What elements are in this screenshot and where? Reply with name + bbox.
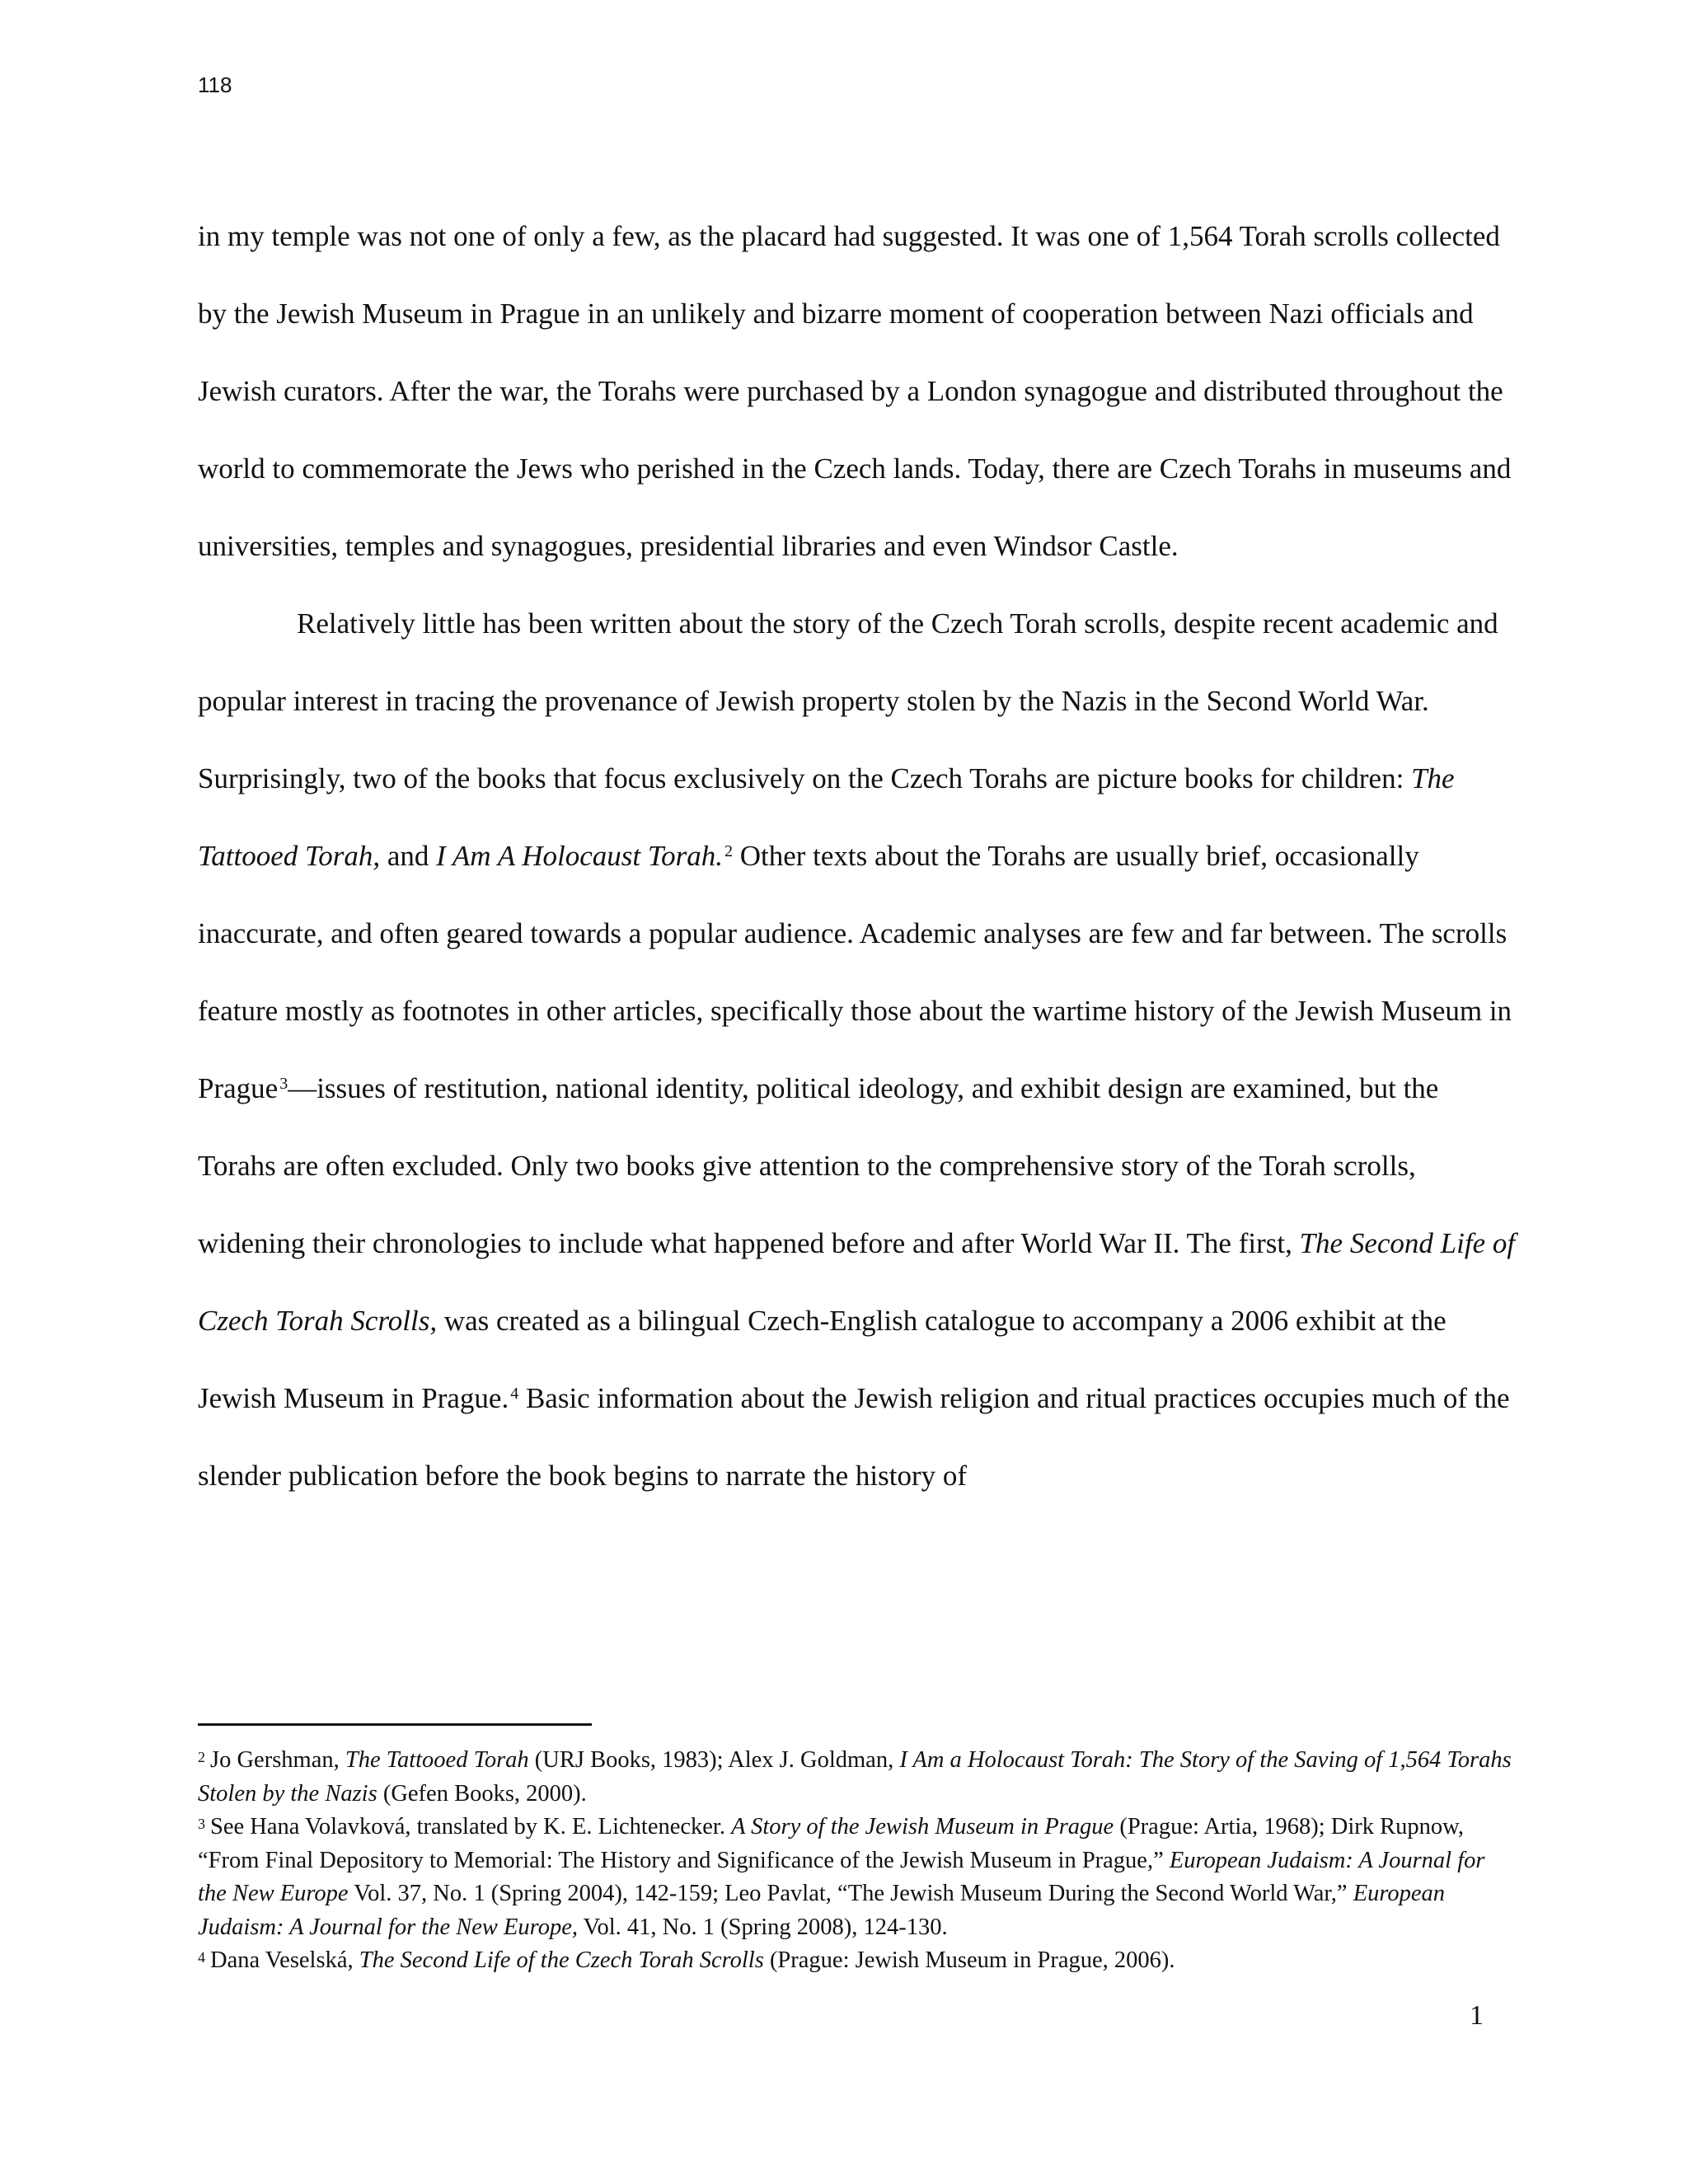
footnote-text: See Hana Volavková, translated by K. E. Lichtenecker. xyxy=(210,1814,732,1840)
footnote-text: Vol. 41, No. 1 (Spring 2008), 124-130. xyxy=(577,1914,948,1940)
footnote-text: (Prague: Jewish Museum in Prague, 2006). xyxy=(763,1947,1175,1973)
p2-text-2: and xyxy=(380,840,437,872)
footnote-3 xyxy=(198,1811,1517,1944)
p2-text-1: Relatively little has been written about the story of the Czech Torah scrolls, despite recent academic and popular interest in tracing the provenance of Jewish property stolen by the Nazis in the Second World War. Surprisingly, two of the books that focus exclusively on the Czech Torahs are picture books for children: xyxy=(198,607,1498,794)
footnote-text: (Prague: Artia, 1968); Dirk Rupnow, “From Final Depository to Memorial: The History and Significance of the Jewish Museum in Prague,” xyxy=(198,1814,1465,1873)
footnote-title: European Judaism: A Journal for the New Europe, xyxy=(198,1881,1446,1940)
p2-title-second-life: The Second Life of Czech Torah Scrolls, xyxy=(198,1227,1516,1337)
footnote-separator xyxy=(198,1723,592,1726)
p2-title-holocaust-torah: I Am A Holocaust Torah. xyxy=(436,840,723,872)
footnotes xyxy=(198,1744,1517,1978)
footnote-text: Vol. 37, No. 1 (Spring 2004), 142-159; Leo Pavlat, “The Jewish Museum During the Second World War,” xyxy=(348,1881,1353,1906)
footnote-text: Dana Veselská, xyxy=(210,1947,359,1973)
p2-text-4: —issues of restitution, national identity, political ideology, and exhibit design are examined, but the Torahs are often excluded. Only two books give attention to the comprehensive story of the Torah scrolls, widening their chronologies to include what happened before and after World War II. The first, xyxy=(198,1072,1439,1259)
footnote-text: (Gefen Books, 2000). xyxy=(377,1780,587,1807)
footnote-title: The Second Life of the Czech Torah Scrolls xyxy=(359,1947,764,1973)
p2-text-6: Basic information about the Jewish religion and ritual practices occupies much of the slender publication before the book begins to narrate the history of xyxy=(198,1382,1510,1492)
footnote-number: 3 xyxy=(198,1816,205,1832)
p2-title-tattooed-torah: The Tattooed Torah, xyxy=(198,762,1455,872)
footnote-title: European Judaism: A Journal for the New Europe xyxy=(198,1847,1485,1906)
footnote-number: 2 xyxy=(198,1749,205,1765)
page-number: 1 xyxy=(1470,2000,1484,2031)
footnote-text: Jo Gershman, xyxy=(210,1747,345,1773)
footnote-title: A Story of the Jewish Museum in Prague xyxy=(731,1814,1114,1840)
paragraph-1: in my temple was not one of only a few, as the placard had suggested. It was one of 1,564 Torah scrolls collected by the Jewish Museum in Prague in an unlikely and bizarre moment of cooperation between Nazi officials and Jewish curators. After the war, the Torahs were purchased by a London synagogue and distributed throughout the world to commemorate the Jews who perished in the Czech lands. Today, there are Czech Torahs in museums and universities, temples and synagogues, presidential libraries and even Windsor Castle. xyxy=(198,220,1512,562)
footnote-title: The Tattooed Torah xyxy=(345,1747,529,1773)
body-text xyxy=(198,198,1517,1515)
footnote-number: 4 xyxy=(198,1949,205,1966)
footnote-ref-2[interactable]: 2 xyxy=(724,842,733,860)
footnote-ref-3[interactable]: 3 xyxy=(279,1075,288,1093)
footnote-title: I Am a Holocaust Torah: The Story of the Saving of 1,564 Torahs Stolen by the Nazis xyxy=(198,1747,1512,1807)
footnote-4 xyxy=(198,1944,1517,1978)
p2-text-3: Other texts about the Torahs are usually brief, occasionally inaccurate, and often geared towards a popular audience. Academic analyses are few and far between. The scrolls feature mostly as footnotes in other articles, specifically those about the wartime history of the Jewish Museum in Prague xyxy=(198,840,1512,1104)
p2-text-5: was created as a bilingual Czech-English catalogue to accompany a 2006 exhibit at the Jewish Museum in Prague. xyxy=(198,1305,1447,1414)
footnote-ref-4[interactable]: 4 xyxy=(510,1385,519,1403)
footnote-text: (URJ Books, 1983); Alex J. Goldman, xyxy=(528,1747,900,1773)
footnote-2 xyxy=(198,1744,1517,1811)
running-page-number: 118 xyxy=(198,73,232,97)
paragraph-2 xyxy=(198,585,1517,1515)
